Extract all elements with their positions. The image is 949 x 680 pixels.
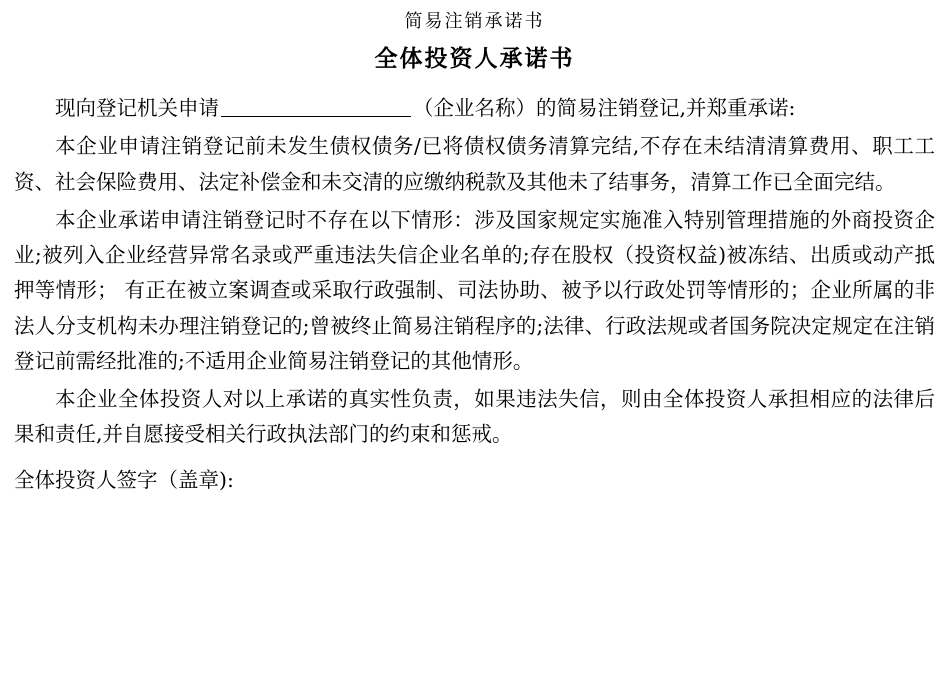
page-title: 全体投资人承诺书 [374, 45, 575, 72]
paragraph-debt-settlement: 本企业申请注销登记前未发生债权债务/已将债权债务清算完结,不存在未结清清算费用、职工工资、社会保险费用、法定补偿金和未交清的应缴纳税款及其他未了结事务，清算工作已全面完结。 [14, 134, 935, 194]
document-header: 简易注销承诺书 [404, 11, 545, 32]
application-text-before: 现向登记机关申请 [55, 96, 219, 121]
application-text-after: （企业名称）的简易注销登记,并郑重承诺: [413, 96, 796, 121]
paragraph-no-circumstances: 本企业承诺申请注销登记时不存在以下情形：涉及国家规定实施准入特别管理措施的外商投资企业;被列入企业经营异常名录或严重违法失信企业名单的;存在股权（投资权益)被冻结、出质或动产抵押等情形； 有正在被立案调查或采取行政强制、司法协助、被予以行政处罚等情形的；企业所属的非法人分支机构未办理注销登记的;曾被终止简易注销程序的;法律、行政法规或者国务院决定规定在注销登记前需经批准的;不适用企业简易注销登记的其他情形。 [14, 207, 935, 373]
company-name-blank[interactable] [221, 96, 411, 118]
signature-label: 全体投资人签字（盖章): [14, 467, 234, 492]
paragraph-application [14, 91, 935, 126]
paragraph-responsibility: 本企业全体投资人对以上承诺的真实性负责，如果违法失信，则由全体投资人承担相应的法律后果和责任,并自愿接受相关行政执法部门的约束和惩戒。 [14, 387, 935, 447]
